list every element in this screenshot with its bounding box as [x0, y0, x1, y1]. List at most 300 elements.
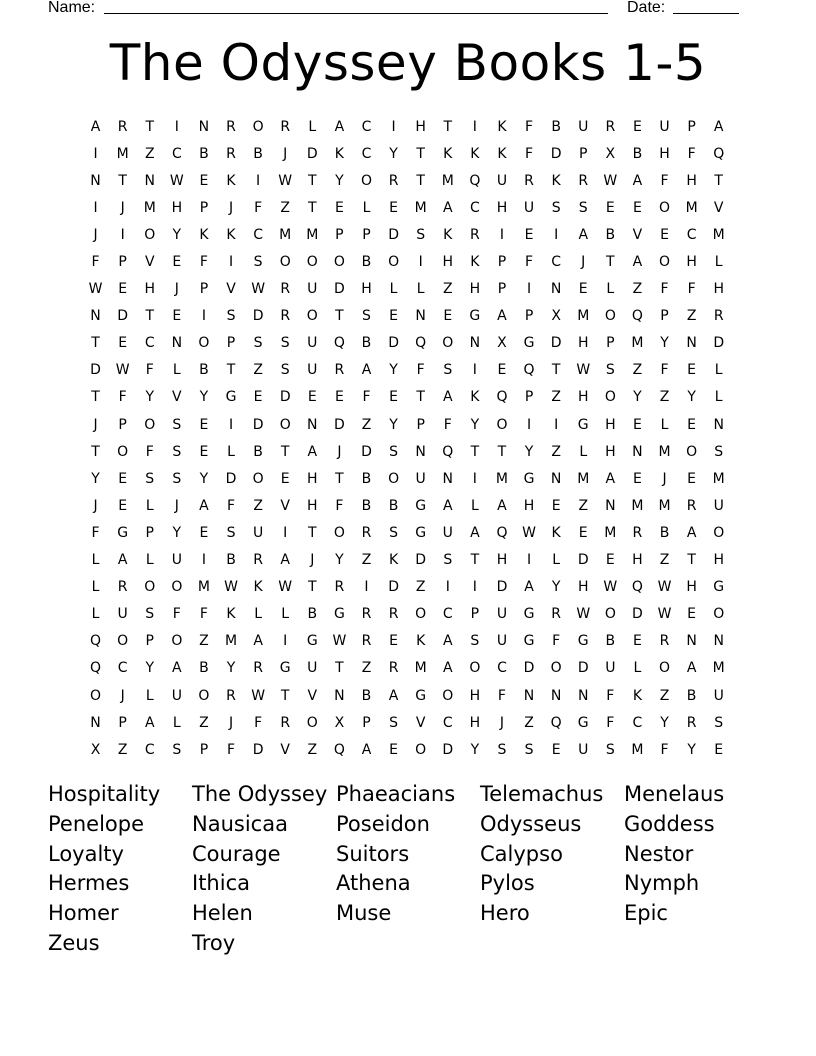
grid-letter: W: [657, 606, 672, 623]
grid-letter: D: [279, 389, 291, 406]
grid-letter: L: [254, 606, 263, 623]
grid-letter: G: [523, 470, 535, 487]
grid-letter: F: [91, 254, 100, 271]
grid-letter: F: [91, 524, 100, 541]
grid-letter: F: [145, 362, 154, 379]
grid-letter: K: [497, 118, 507, 135]
grid-letter: Z: [117, 741, 128, 758]
grid-letter: L: [172, 714, 181, 731]
grid-letter: O: [442, 335, 454, 352]
grid-letter: J: [174, 497, 179, 514]
grid-letter: F: [525, 118, 534, 135]
grid-letter: T: [551, 362, 561, 379]
grid-letter: E: [687, 362, 697, 379]
grid-letter: R: [524, 172, 534, 189]
grid-letter: M: [414, 660, 427, 677]
grid-letter: S: [578, 199, 588, 216]
grid-letter: B: [361, 335, 372, 352]
grid-letter: Z: [199, 633, 209, 650]
grid-letter: L: [552, 552, 561, 569]
grid-letter: Z: [253, 497, 263, 514]
grid-letter: K: [388, 552, 399, 569]
grid-letter: G: [415, 524, 427, 541]
grid-letter: T: [687, 552, 696, 569]
grid-letter: E: [389, 308, 398, 325]
grid-letter: W: [332, 633, 347, 650]
grid-letter: M: [441, 172, 454, 189]
grid-letter: P: [118, 254, 127, 271]
grid-letter: V: [415, 714, 426, 731]
grid-letter: V: [713, 199, 724, 216]
grid-letter: V: [144, 254, 155, 271]
grid-letter: Y: [335, 552, 344, 569]
grid-letter: U: [578, 741, 589, 758]
grid-letter: B: [199, 660, 209, 677]
grid-letter: N: [523, 687, 535, 704]
grid-letter: S: [253, 254, 263, 271]
grid-letter: J: [120, 199, 125, 216]
grid-letter: S: [605, 362, 615, 379]
grid-letter: F: [118, 389, 127, 406]
grid-letter: U: [415, 470, 426, 487]
grid-letter: J: [120, 687, 125, 704]
grid-letter: T: [91, 335, 100, 352]
grid-letter: M: [658, 443, 671, 460]
grid-letter: D: [632, 606, 643, 623]
grid-letter: G: [523, 633, 535, 650]
grid-letter: O: [388, 470, 400, 487]
grid-letter: Q: [631, 579, 643, 596]
grid-letter: F: [660, 281, 669, 298]
grid-letter: C: [144, 335, 155, 352]
grid-letter: S: [253, 335, 263, 352]
grid-letter: G: [225, 389, 237, 406]
grid-letter: J: [93, 226, 98, 243]
grid-letter: O: [469, 660, 481, 677]
grid-letter: F: [416, 362, 425, 379]
grid-letter: S: [172, 443, 182, 460]
grid-letter: Y: [470, 416, 480, 433]
grid-letter: P: [362, 714, 371, 731]
grid-letter: E: [443, 308, 453, 325]
grid-letter: G: [279, 660, 291, 677]
grid-letter: T: [416, 389, 425, 406]
grid-letter: D: [388, 226, 399, 243]
grid-letter: O: [659, 254, 671, 271]
grid-letter: H: [713, 552, 724, 569]
grid-letter: Z: [659, 687, 670, 704]
grid-letter: K: [226, 226, 236, 243]
word-bank-item: Suitors: [336, 841, 410, 866]
grid-letter: F: [172, 606, 181, 623]
grid-letter: F: [362, 389, 371, 406]
grid-letter: L: [714, 389, 723, 406]
grid-letter: Y: [226, 660, 236, 677]
grid-letter: P: [199, 199, 209, 216]
grid-letter: R: [632, 524, 643, 541]
grid-letter: E: [118, 497, 128, 514]
grid-letter: L: [579, 443, 588, 460]
word-bank-item: Epic: [624, 901, 668, 926]
grid-letter: R: [388, 660, 399, 677]
word-bank-item: Telemachus: [480, 782, 604, 806]
word-bank-item: Poseidon: [336, 811, 430, 836]
grid-letter: J: [310, 552, 315, 569]
grid-letter: D: [90, 362, 101, 379]
grid-letter: S: [226, 308, 236, 325]
grid-letter: L: [145, 497, 154, 514]
grid-letter: V: [226, 281, 236, 298]
grid-letter: P: [579, 145, 588, 162]
grid-letter: C: [361, 145, 372, 162]
grid-letter: G: [577, 633, 589, 650]
grid-letter: H: [632, 552, 643, 569]
grid-letter: Y: [687, 741, 696, 758]
grid-letter: Z: [578, 497, 589, 514]
grid-letter: E: [632, 199, 642, 216]
grid-letter: Z: [686, 308, 697, 325]
word-bank-item: Pylos: [480, 871, 535, 896]
grid-letter: Y: [389, 416, 398, 433]
grid-letter: Q: [496, 389, 508, 406]
grid-letter: W: [603, 172, 618, 189]
grid-letter: Y: [335, 172, 344, 189]
grid-letter: K: [443, 145, 453, 162]
grid-letter: O: [686, 443, 698, 460]
grid-letter: S: [280, 335, 290, 352]
grid-letter: V: [280, 497, 290, 514]
grid-letter: I: [283, 633, 288, 650]
grid-letter: T: [280, 687, 290, 704]
word-bank-item: Courage: [192, 841, 281, 866]
grid-letter: F: [525, 145, 534, 162]
date-blank-line: [673, 13, 739, 14]
grid-letter: V: [632, 226, 643, 243]
grid-letter: Z: [524, 714, 534, 731]
grid-letter: A: [361, 741, 372, 758]
grid-letter: S: [389, 714, 399, 731]
grid-letter: A: [578, 226, 589, 243]
grid-letter: O: [117, 633, 129, 650]
grid-letter: O: [117, 443, 129, 460]
grid-letter: T: [416, 172, 425, 189]
grid-letter: N: [713, 633, 724, 650]
grid-letter: L: [145, 687, 154, 704]
grid-letter: Q: [523, 362, 535, 379]
grid-letter: W: [224, 579, 238, 596]
grid-letter: Y: [91, 470, 100, 487]
grid-letter: R: [388, 606, 399, 623]
grid-letter: A: [144, 714, 155, 731]
grid-letter: M: [306, 226, 319, 243]
grid-letter: L: [91, 606, 100, 623]
grid-letter: O: [90, 687, 102, 704]
grid-letter: V: [307, 687, 318, 704]
word-bank-item: The Odyssey: [192, 782, 328, 806]
grid-letter: L: [145, 552, 154, 569]
grid-letter: J: [174, 281, 179, 298]
grid-letter: O: [604, 389, 616, 406]
grid-letter: R: [469, 226, 480, 243]
grid-letter: Z: [280, 199, 290, 216]
grid-letter: J: [337, 443, 342, 460]
grid-letter: B: [605, 226, 616, 243]
grid-letter: H: [171, 199, 183, 216]
grid-letter: T: [145, 118, 155, 135]
grid-letter: I: [499, 226, 505, 243]
grid-letter: E: [118, 281, 128, 298]
grid-letter: Z: [361, 416, 372, 433]
grid-letter: Y: [470, 741, 480, 758]
grid-letter: P: [687, 118, 696, 135]
grid-letter: H: [577, 335, 589, 352]
grid-letter: A: [253, 633, 263, 650]
grid-letter: X: [90, 741, 101, 758]
grid-letter: S: [605, 741, 615, 758]
grid-letter: H: [496, 199, 508, 216]
grid-letter: U: [713, 497, 724, 514]
word-bank-item: Ithica: [192, 871, 250, 896]
grid-letter: Y: [172, 524, 182, 541]
grid-letter: R: [334, 362, 345, 379]
grid-letter: H: [523, 497, 535, 514]
grid-letter: O: [713, 524, 725, 541]
grid-letter: Q: [333, 741, 345, 758]
grid-letter: L: [416, 281, 425, 298]
grid-letter: S: [172, 741, 182, 758]
grid-letter: Q: [550, 714, 562, 731]
grid-letter: O: [659, 660, 671, 677]
grid-letter: L: [227, 443, 235, 460]
grid-letter: P: [226, 335, 236, 352]
grid-letter: F: [497, 687, 506, 704]
grid-letter: C: [497, 660, 507, 677]
grid-letter: D: [442, 741, 454, 758]
grid-letter: O: [415, 606, 427, 623]
name-label: Name:: [48, 0, 96, 16]
grid-letter: U: [171, 687, 182, 704]
grid-letter: M: [577, 470, 590, 487]
grid-letter: Y: [199, 389, 209, 406]
grid-letter: P: [497, 254, 507, 271]
grid-letter: O: [360, 172, 372, 189]
grid-letter: O: [171, 579, 183, 596]
grid-letter: A: [632, 254, 643, 271]
grid-letter: H: [469, 281, 481, 298]
grid-letter: E: [172, 254, 182, 271]
grid-letter: E: [334, 199, 344, 216]
grid-letter: Q: [333, 335, 345, 352]
grid-letter: L: [714, 362, 723, 379]
grid-letter: O: [306, 254, 318, 271]
grid-letter: Y: [687, 389, 696, 406]
grid-letter: N: [632, 443, 643, 460]
grid-letter: L: [172, 362, 181, 379]
grid-letter: I: [228, 416, 234, 433]
grid-letter: U: [659, 118, 670, 135]
grid-letter: N: [90, 172, 101, 189]
grid-letter: C: [442, 606, 453, 623]
grid-letter: U: [252, 524, 264, 541]
grid-letter: V: [172, 389, 182, 406]
grid-letter: Q: [90, 633, 102, 650]
grid-letter: D: [117, 308, 129, 325]
grid-letter: C: [469, 199, 480, 216]
grid-letter: F: [660, 362, 669, 379]
grid-letter: M: [631, 497, 644, 514]
grid-letter: L: [91, 579, 100, 596]
word-bank-item: Hospitality: [48, 782, 161, 806]
grid-letter: K: [443, 226, 453, 243]
grid-letter: S: [551, 199, 561, 216]
grid-letter: A: [442, 497, 453, 514]
grid-letter: I: [472, 470, 477, 487]
grid-letter: F: [606, 714, 615, 731]
grid-letter: B: [632, 145, 643, 162]
grid-letter: P: [362, 226, 371, 243]
grid-letter: O: [604, 606, 616, 623]
grid-letter: S: [497, 741, 507, 758]
grid-letter: S: [172, 470, 182, 487]
grid-letter: S: [443, 362, 453, 379]
grid-letter: N: [171, 335, 183, 352]
grid-letter: P: [606, 335, 615, 352]
grid-letter: D: [713, 335, 725, 352]
grid-letter: E: [199, 443, 209, 460]
grid-letter: Q: [90, 660, 102, 677]
grid-letter: O: [171, 633, 183, 650]
word-bank-item: Troy: [192, 930, 236, 955]
grid-letter: B: [361, 497, 372, 514]
grid-letter: U: [523, 199, 535, 216]
grid-letter: E: [334, 389, 344, 406]
grid-letter: E: [687, 606, 697, 623]
grid-letter: S: [389, 524, 399, 541]
grid-letter: C: [144, 741, 155, 758]
grid-letter: S: [524, 741, 534, 758]
word-bank-item: Hermes: [48, 871, 130, 896]
grid-letter: L: [633, 660, 642, 677]
grid-letter: M: [712, 470, 725, 487]
grid-letter: B: [199, 362, 209, 379]
grid-letter: Y: [389, 362, 398, 379]
grid-letter: Y: [660, 714, 669, 731]
grid-letter: I: [526, 416, 532, 433]
grid-letter: D: [225, 470, 237, 487]
grid-letter: S: [172, 416, 182, 433]
grid-letter: P: [660, 308, 669, 325]
grid-letter: D: [577, 552, 589, 569]
grid-letter: S: [714, 443, 724, 460]
grid-letter: H: [496, 552, 508, 569]
grid-letter: R: [253, 552, 263, 569]
grid-letter: F: [660, 172, 669, 189]
grid-letter: M: [685, 199, 698, 216]
grid-letter: I: [472, 579, 477, 596]
grid-letter: T: [118, 172, 127, 189]
grid-letter: M: [116, 145, 129, 162]
grid-letter: T: [145, 308, 155, 325]
grid-letter: I: [120, 226, 125, 243]
grid-letter: I: [472, 362, 477, 379]
grid-letter: B: [253, 443, 263, 460]
grid-letter: D: [577, 660, 589, 677]
grid-letter: Q: [713, 145, 725, 162]
grid-letter: K: [470, 254, 480, 271]
grid-letter: L: [714, 254, 723, 271]
grid-letter: B: [388, 497, 399, 514]
grid-letter: I: [526, 552, 532, 569]
grid-letter: T: [470, 552, 480, 569]
grid-letter: W: [603, 579, 618, 596]
grid-letter: I: [256, 172, 261, 189]
grid-letter: K: [470, 389, 480, 406]
grid-letter: Y: [660, 335, 669, 352]
grid-letter: O: [252, 470, 264, 487]
grid-letter: O: [279, 416, 291, 433]
grid-letter: M: [658, 497, 671, 514]
grid-letter: Q: [631, 308, 643, 325]
grid-letter: G: [523, 335, 535, 352]
grid-letter: T: [497, 443, 507, 460]
word-bank-item: Goddess: [624, 811, 715, 836]
grid-letter: Z: [632, 281, 643, 298]
grid-letter: G: [415, 497, 427, 514]
grid-letter: E: [389, 741, 398, 758]
grid-letter: A: [442, 633, 453, 650]
grid-letter: N: [415, 308, 426, 325]
grid-letter: E: [687, 416, 697, 433]
grid-letter: Z: [551, 389, 561, 406]
grid-letter: R: [361, 606, 372, 623]
grid-letter: Y: [199, 470, 209, 487]
grid-letter: F: [199, 254, 208, 271]
grid-letter: A: [497, 497, 507, 514]
grid-letter: P: [118, 714, 127, 731]
word-bank-item: Hero: [480, 901, 530, 926]
grid-letter: R: [659, 633, 670, 650]
grid-letter: S: [443, 552, 453, 569]
grid-letter: E: [280, 470, 290, 487]
grid-letter: Z: [632, 362, 643, 379]
grid-letter: K: [253, 579, 263, 596]
grid-letter: U: [171, 552, 182, 569]
grid-letter: E: [632, 470, 642, 487]
grid-letter: R: [713, 308, 724, 325]
grid-letter: E: [389, 199, 398, 216]
grid-letter: H: [361, 281, 372, 298]
grid-letter: N: [577, 687, 589, 704]
grid-letter: P: [118, 416, 127, 433]
grid-letter: P: [335, 226, 344, 243]
grid-letter: A: [686, 524, 697, 541]
grid-letter: O: [144, 579, 156, 596]
grid-letter: W: [278, 579, 293, 596]
grid-letter: R: [280, 118, 291, 135]
grid-letter: E: [578, 281, 588, 298]
grid-letter: S: [362, 308, 371, 325]
grid-letter: K: [470, 145, 480, 162]
grid-letter: F: [254, 199, 263, 216]
grid-letter: A: [442, 199, 453, 216]
grid-letter: N: [713, 416, 724, 433]
grid-letter: E: [118, 335, 128, 352]
grid-letter: R: [117, 579, 128, 596]
grid-letter: Z: [307, 741, 318, 758]
grid-letter: Y: [524, 443, 534, 460]
grid-letter: Z: [361, 660, 372, 677]
grid-letter: E: [389, 389, 398, 406]
